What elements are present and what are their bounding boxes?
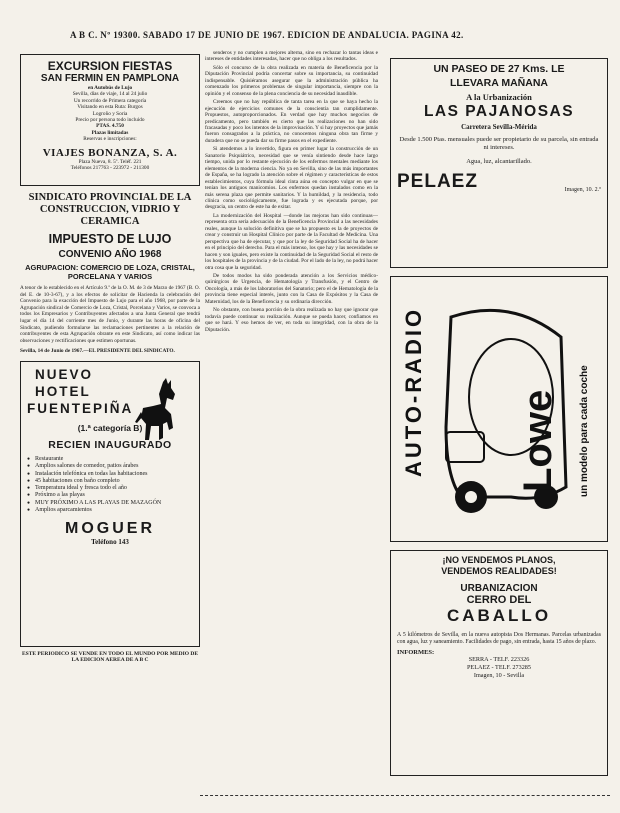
hotel-town: MOGUER [65, 520, 155, 538]
sindicato-heading: SINDICATO PROVINCIAL DE LA CONSTRUCCION, VIDRIO Y CERAMICA [28, 192, 192, 227]
excursion-subtitle: SAN FERMIN EN PAMPLONA [40, 73, 180, 84]
lowe-logo: Lowe [516, 389, 560, 492]
excursion-line: Reservas e inscripciones: [83, 136, 137, 143]
list-item: ● Amplios aparcamientos [27, 507, 193, 514]
article-paragraph: Creemos que no hay república de tanta tarea en la que se haya hecho la ejecución de ejercicios comunes de la conscientia tan cumplidamente. Propuestos, autoproporcionados. En verdad que hay muchos negocios de predicamento, pero también es cierto que las realizaciones no han sido fracasadas y poco los intentos de la improvisación. Y si hay proyectos que jamás fueron consagrados a la práctica, no conocemos ninguna obra tan firme y duradera que no se pueda dar su firme pasos en el expediente. [205, 99, 378, 144]
planos-contact: Imagen, 10 - Sevilla [473, 672, 525, 679]
list-item: ● Próximo a las playas [27, 492, 193, 499]
left-column [20, 46, 200, 664]
excursion-line: Precio por persona todo incluido [75, 117, 145, 124]
excursion-phones: Teléfonos 217763 - 223972 - 211300 [70, 165, 150, 172]
article-paragraph: La modernización del Hospital —donde las mejoras han sido continuas— representa otra seria adecuación de la Beneficencia Provincial a las necesidades reales, aunque la solución definitiva que se ha propuesto es la de proyectos de crear y construir un Hospital Clínico por parte de la Facultad de Medicina. Una perspectiva que ha de ejecutar, y que por la ley de Seguridad Social ha de hacer en el principio del derecho. Para el más intenso, los que hay y las necesidades se hacen y son iguales, pero existe la continuidad de la Seguridad Social el resto de los hospitales de la provincia y de la ciudad. Por el lado de la ley, no podrá hacer otra cosa que la seguridad. [205, 212, 378, 271]
list-item: ● Instalación telefónica en todas las habitaciones [27, 471, 193, 478]
hotel-features [27, 456, 193, 514]
paseo-brand-row [397, 171, 601, 193]
paseo-road: Carretera Sevilla-Mérida [461, 123, 537, 131]
excursion-price: PTAS. 4.750 [96, 123, 124, 130]
paseo-desc: Desde 1.500 Ptas. mensuales puede ser propietario de su parcela, sin entrada ni intereses. [399, 136, 599, 151]
sindicato-body: A tenor de lo establecido en el Artículo 9.º de la O. M. de 3 de Marzo de 1967 (B. O. del E. de 10-3-67), y a los efectos de solicitar de Hacienda la celebración del Convenio para la exacción del Impuesto de Lujo para el año 1968, por parte de la Agrupación sindical de Comercio de Loza, Cristal, Porcelana y Varios, se convoca a todos los Empresarios y Contribuyentes afectados a una Junta General que tendrá lugar el día 14 del corriente mes de Junio, y durante las horas de oficina del Sindicato, pudiendo formularse las reclamaciones pertinentes a la relación de contribuyentes de esta Agrupación obrante en este Sindicato, así como indicar las observaciones y rectificaciones que estimen oportunas. [20, 285, 200, 344]
excursion-line: en Autobús de Lujo [87, 85, 133, 91]
autoradio-ad [390, 276, 608, 542]
hotel-word: NUEVO [35, 366, 94, 382]
sindicato-group: AGRUPACION: COMERCIO DE LOZA, CRISTAL, PORCELANA Y VARIOS [25, 263, 195, 281]
excursion-line: Logroño y Soria [92, 110, 128, 117]
sindicato-notice [20, 192, 200, 355]
hotel-name: FUENTEPIÑA [27, 400, 134, 416]
planos-contact: SERRA - TELF. 223326 [468, 656, 530, 663]
article-paragraph: No obstante, con buena porción de la obra realizada no hay que ignorar que todavía puede continuar su realización. Aunque se pueda hacer, confiamos en que se hará. Y eso hemos de ver, en toda su integridad, con la obra de la Diputación. [205, 307, 378, 333]
paseo-sub: A la Urbanización [466, 92, 532, 102]
sindicato-year: CONVENIO AÑO 1968 [58, 249, 162, 260]
list-item: ● MUY PRÓXIMO A LAS PLAYAS DE MAZAGÓN [27, 500, 193, 507]
excursion-line: Un recorrido de Primera categoría [73, 97, 147, 104]
edition-footnote: ESTE PERIODICO SE VENDE EN TODO EL MUNDO POR MEDIO DE LA EDICION AEREA DE A B C [21, 650, 199, 664]
paseo-headline: UN PASEO DE 27 Kms. LE [433, 63, 565, 75]
sindicato-title: IMPUESTO DE LUJO [48, 232, 172, 246]
article-paragraph: Sólo el concurso de la obra realizada en materia de Beneficencia por la Diputación Provincial podría concertar sobre su importancia, su continuidad indispensable. Quisiéramos asegurar que la administración pública ha comenzado los primeros problemas de singular importancia, siempre con la opinión y el consenso de la plena conciencia de su necesidad inaudible. [205, 64, 378, 97]
bottom-rule [200, 795, 610, 796]
planos-headline: ¡NO VENDEMOS PLANOS, [442, 555, 556, 565]
list-item: ● Temperatura ideal y fresca todo el año [27, 485, 193, 492]
donkey-illustration [133, 378, 185, 458]
car-illustration [446, 310, 566, 513]
planos-desc: A 5 kilómetros de Sevilla, en la nueva autopista Dos Hermanas. Parcelas urbanizadas con agua, luz y saneamiento. Facilidades de pago, sin entrada, hasta 15 años de plazo. [397, 632, 601, 645]
excursion-line: Plazas limitadas [91, 129, 129, 136]
list-item: ● Amplios salones de comedor, patios árabes [27, 463, 193, 470]
planos-contact: PELAEZ - TELF. 273285 [466, 664, 531, 671]
list-item: ● Restaurante [27, 456, 193, 463]
excursion-title: EXCURSION FIESTAS [47, 59, 173, 73]
hotel-ad [20, 361, 200, 647]
excursion-line: Sevilla, días de viaje, 14 al 24 julio [72, 91, 148, 98]
hotel-inaugurated: RECIEN INAUGURADO [48, 438, 172, 451]
article-paragraph: De todos modos ha sido ponderada atención a los Servicios médico-quirúrgicos de Urgencia, de Hematología y Transfusión, y el Centro de Oncología, a más de los laboratorios del Sanatorio; pero el de Hematología de la provincia tiene especial interés, junto con la Casa de Expósitos y la Casa de Maternidad, los de la Beneficencia y su ordinaria dirección. [205, 272, 378, 305]
hotel-phone: Teléfono 143 [91, 538, 129, 547]
paseo-address: Imagen, 10. 2.º [564, 187, 601, 193]
cerro-caballo-ad [390, 550, 608, 776]
sindicato-signature: Sevilla, 14 de Junio de 1967.—EL PRESIDENTE DEL SINDICATO. [20, 348, 175, 355]
page-header: A B C. Nº 19300. SABADO 17 DE JUNIO DE 1967. EDICION DE ANDALUCIA. PAGINA 42. [70, 30, 464, 40]
pajanosas-ad [390, 58, 608, 268]
autoradio-text: AUTO-RADIO [401, 306, 426, 477]
list-item: ● 45 habitaciones con baño completo [27, 478, 193, 485]
article-paragraph: Si atendemos a lo invertido, figura en primer lugar la construcción de un Sanatorio Psiquiátrico, necesidad que se venía sintiendo desde hace largo tiempo, unida por lo restante ejecución de los enfermos mentales mediante los elementos de la moderna ciencia. No ya en Sevilla, sino de las más importantes de España, se ha logrado la atención sobre el régimen y características de estos establecimientos, cuya fórmula ideal cinta aúna en concepto vulgar en que se tenían los antiguos manicomios. Los enfermos quedan instalados como en la más serena plaza que permite sanitarios. Y la humildad, y la residencia, todo clínica como sociológicamente, fue lograda y es ejecutada porque, por desgracia, un centro de este ha de exitar. [205, 146, 378, 211]
planos-name: CERRO DEL [466, 594, 532, 606]
planos-headline: VENDEMOS REALIDADES! [441, 566, 557, 576]
planos-name: CABALLO [446, 606, 552, 625]
hotel-word: HOTEL [35, 383, 91, 399]
excursion-ad [20, 54, 200, 186]
right-column [390, 58, 608, 776]
autoradio-artwork [391, 277, 606, 540]
pelaez-logo: PELAEZ [397, 171, 478, 192]
paseo-title: LAS PAJANOSAS [423, 103, 575, 120]
hotel-category: (1.ª categoría B) [77, 422, 143, 433]
article-paragraph: senderos y no cumplen a mejores alterna, sino en rechazar lo tantas ideas e intereses de entidades interesadas, hacer que no obliga a los resultados. [205, 50, 378, 63]
planos-informes: INFORMES: [397, 649, 435, 656]
planos-urbanizacion: URBANIZACION [460, 583, 538, 594]
excursion-address: Plaza Nueva, 8. 5º. Teléf. 221 [78, 158, 142, 165]
article-column [205, 50, 378, 335]
paseo-headline: LLEVARA MAÑANA [450, 76, 548, 89]
excursion-line: Visitando en esta Ruta: Burgos [77, 104, 143, 111]
autoradio-slogan: un modelo para cada coche [579, 365, 590, 497]
excursion-agency: VIAJES BONANZA, S. A. [42, 146, 178, 159]
paseo-services: Agua, luz, alcantarillado. [466, 158, 532, 165]
